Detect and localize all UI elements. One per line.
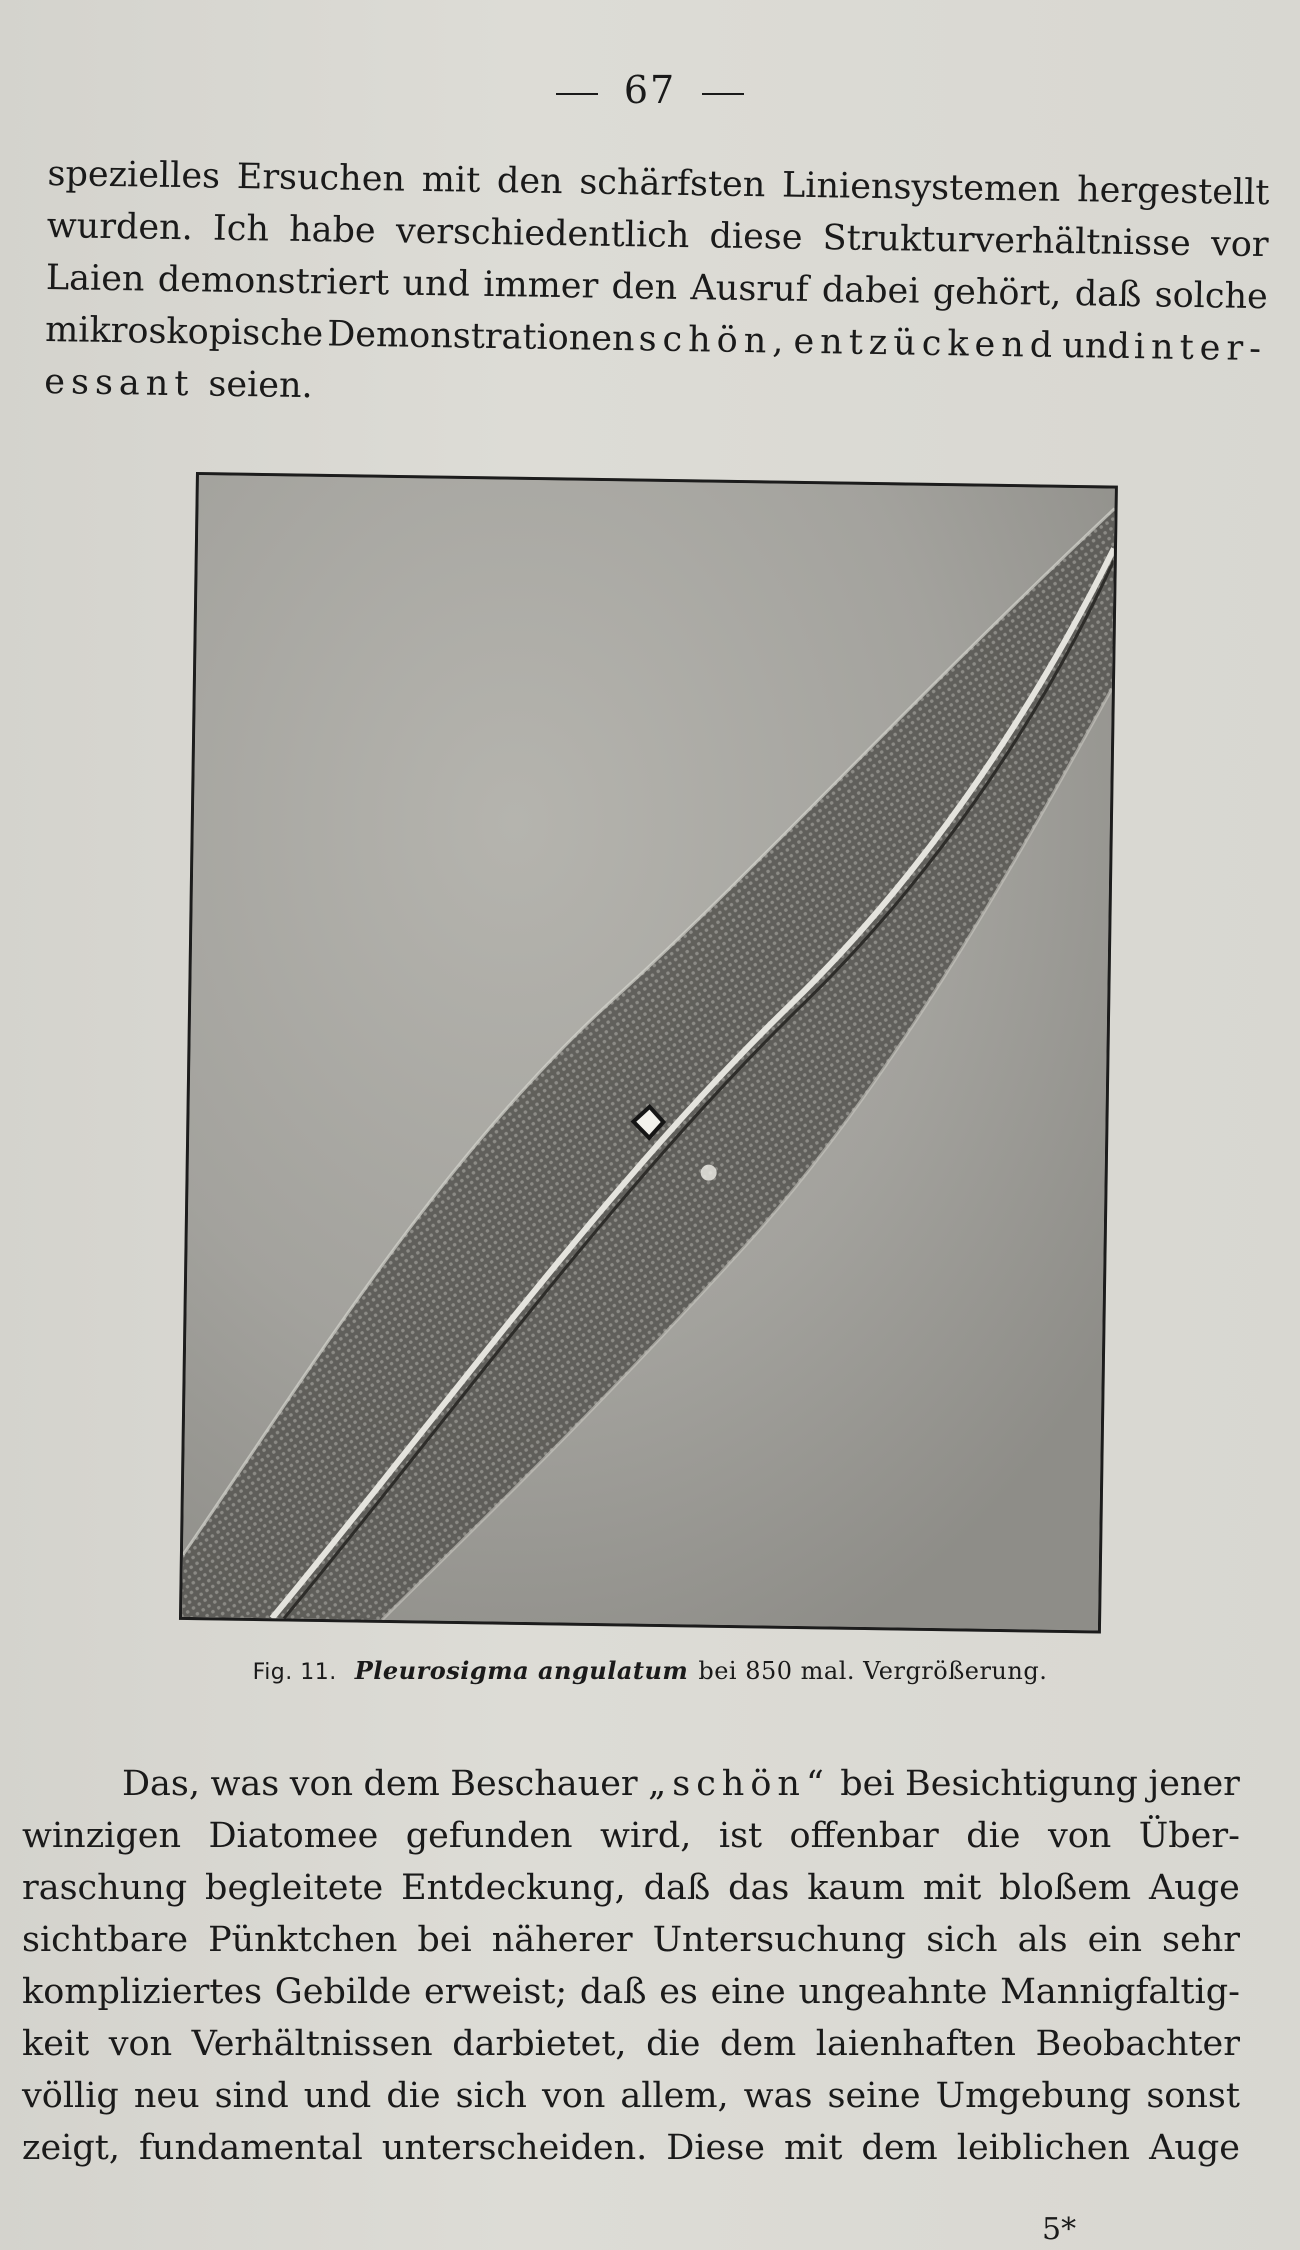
- word: bei: [417, 1920, 472, 1960]
- paragraph-bottom: [22, 1758, 1240, 2174]
- word-emphasis: entzückend: [793, 321, 1059, 366]
- word: mit: [421, 159, 481, 201]
- word: wurden.: [46, 205, 194, 249]
- word: bloßem: [999, 1868, 1132, 1908]
- word: Gebilde: [274, 1972, 412, 2012]
- word: mit: [783, 2128, 843, 2168]
- species-name: Pleurosigma angulatum: [354, 1656, 689, 1685]
- word: dabei: [821, 270, 920, 312]
- word: von: [541, 2076, 606, 2116]
- word: ein: [1087, 1920, 1143, 1960]
- word: seien.: [208, 364, 313, 407]
- word: sind: [214, 2076, 289, 2116]
- word: begleitete: [205, 1868, 384, 1908]
- word: darbietet,: [452, 2024, 627, 2064]
- word: Beobachter: [1035, 2024, 1240, 2064]
- right-dash: [702, 93, 744, 95]
- text-line: [22, 1758, 1240, 1810]
- word: Pünktchen: [208, 1920, 398, 1960]
- word: keit: [22, 2024, 90, 2064]
- word: den: [496, 161, 563, 203]
- word: eine: [710, 1972, 786, 2012]
- word: sichtbare: [22, 1920, 189, 1960]
- word: winzigen: [22, 1816, 181, 1856]
- word: Beschauer: [450, 1764, 638, 1804]
- word: was: [210, 1764, 280, 1804]
- text-line: [22, 1810, 1240, 1862]
- word: sich: [926, 1920, 998, 1960]
- word: spezielles: [47, 153, 221, 197]
- word-emphasis: „schön“: [648, 1764, 830, 1804]
- word: hergestellt: [1076, 170, 1270, 214]
- word: Ich: [212, 208, 270, 250]
- word: dem: [719, 2024, 797, 2064]
- word: gehört,: [932, 271, 1062, 314]
- word: Strukturverhältnisse: [822, 218, 1192, 264]
- word: Diese: [666, 2128, 765, 2168]
- word: sonst: [1146, 2076, 1240, 2116]
- word: Besichtigung: [905, 1764, 1138, 1804]
- word: Auge: [1149, 2128, 1240, 2168]
- word: das: [728, 1868, 790, 1908]
- word: und: [303, 2076, 372, 2116]
- word: Umgebung: [935, 2076, 1132, 2116]
- word: es: [659, 1972, 698, 2012]
- word: laienhaften: [815, 2024, 1016, 2064]
- word: offenbar: [789, 1816, 939, 1856]
- paragraph-top: [44, 148, 1270, 427]
- word: neu: [133, 2076, 200, 2116]
- word: fundamental: [138, 2128, 363, 2168]
- word: raschung: [22, 1868, 188, 1908]
- word: und: [402, 263, 471, 305]
- word: schärfsten: [579, 162, 766, 206]
- word: Untersuchung: [652, 1920, 907, 1960]
- word: wird,: [600, 1816, 692, 1856]
- word: Diatomee: [208, 1816, 379, 1856]
- word: dem: [363, 1764, 440, 1804]
- word-emphasis: schön,: [638, 319, 790, 362]
- figure-label: Fig. 11.: [252, 1660, 337, 1685]
- word: die: [966, 1816, 1021, 1856]
- page-number: [0, 68, 1300, 112]
- word: erweist;: [424, 1972, 568, 2012]
- word: kompliziertes: [22, 1972, 263, 2012]
- word: sich: [455, 2076, 527, 2116]
- figure-caption: [0, 1656, 1300, 1685]
- signature-mark: 5*: [1042, 2212, 1077, 2247]
- word: verschiedentlich: [395, 211, 690, 257]
- word: demonstriert: [157, 259, 390, 304]
- word: solche: [1154, 275, 1269, 318]
- word: Entdeckung,: [401, 1868, 626, 1908]
- word-emphasis: inter-: [1133, 327, 1268, 370]
- word: Auge: [1148, 1868, 1240, 1908]
- word: diese: [709, 216, 803, 258]
- word: Mannigfaltig-: [1000, 1972, 1240, 2012]
- word: kaum: [807, 1868, 906, 1908]
- word: immer: [482, 264, 599, 307]
- word: seine: [827, 2076, 921, 2116]
- text-line: [22, 2018, 1240, 2070]
- text-line: [22, 1914, 1240, 1966]
- text-line: [22, 1862, 1240, 1914]
- text-line: [22, 2122, 1240, 2174]
- word: dem: [861, 2128, 938, 2168]
- word: die: [646, 2024, 701, 2064]
- word: Liniensystemen: [781, 165, 1061, 210]
- text-line: [22, 2070, 1240, 2122]
- word: habe: [288, 209, 376, 252]
- word: gefunden: [405, 1816, 573, 1856]
- word: und: [1062, 325, 1131, 368]
- word: allem,: [620, 2076, 729, 2116]
- word: bei: [840, 1764, 895, 1804]
- left-dash: [556, 93, 598, 95]
- word: Verhältnissen: [191, 2024, 433, 2064]
- word: vor: [1210, 224, 1269, 266]
- word: daß: [579, 1972, 647, 2012]
- word: daß: [643, 1868, 711, 1908]
- word: von: [1047, 1816, 1112, 1856]
- diatom-photograph: [179, 472, 1118, 1634]
- word: leiblichen: [956, 2128, 1131, 2168]
- word: was: [743, 2076, 813, 2116]
- word: mikroskopische: [44, 309, 324, 355]
- word: Laien: [45, 257, 145, 300]
- word: unterscheiden.: [381, 2128, 648, 2168]
- caption-rest: bei 850 mal. Vergrößerung.: [698, 1657, 1048, 1685]
- text-line: [22, 1966, 1240, 2018]
- word-emphasis: essant: [44, 361, 195, 405]
- word: völlig: [22, 2076, 119, 2116]
- word: ungeahnte: [798, 1972, 988, 2012]
- word: den: [611, 266, 678, 308]
- word: von: [289, 1764, 354, 1804]
- word: zeigt,: [22, 2128, 120, 2168]
- word: daß: [1074, 274, 1142, 316]
- word: die: [386, 2076, 441, 2116]
- micrograph-image: [182, 475, 1115, 1630]
- word: jener: [1148, 1764, 1240, 1804]
- page-number-text: 67: [623, 68, 677, 112]
- word: Das,: [122, 1764, 201, 1804]
- word: ist: [718, 1816, 763, 1856]
- word: Ausruf: [690, 268, 809, 310]
- word: Ersuchen: [236, 156, 406, 200]
- word: als: [1017, 1920, 1068, 1960]
- word: mit: [922, 1868, 982, 1908]
- word: näherer: [491, 1920, 633, 1960]
- word: sehr: [1162, 1920, 1240, 1960]
- word: von: [108, 2024, 173, 2064]
- word: Über-: [1138, 1816, 1240, 1856]
- word: Demonstrationen: [326, 314, 635, 360]
